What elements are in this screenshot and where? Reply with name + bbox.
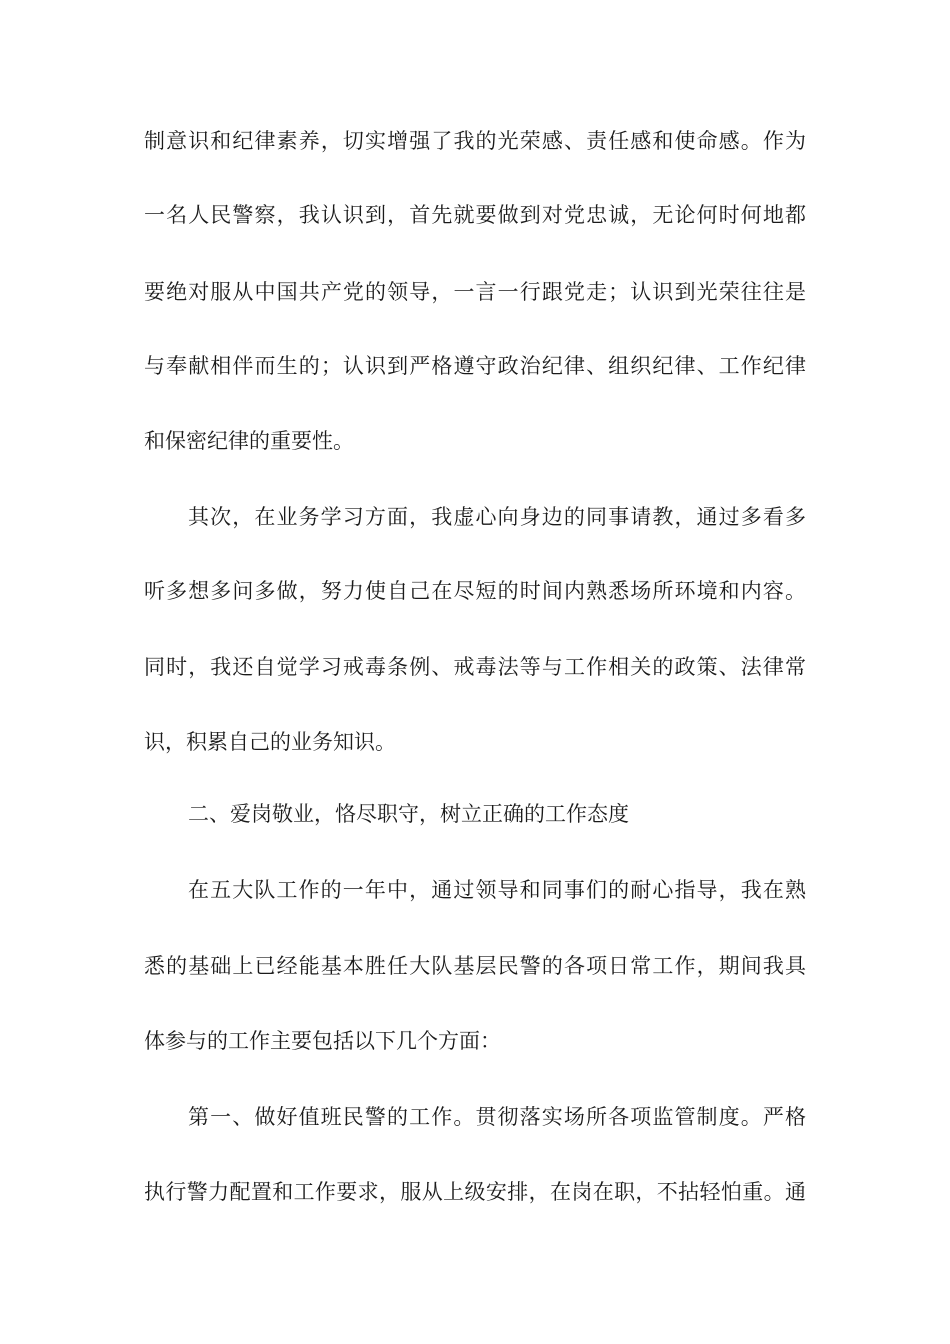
paragraph-line: 其次，在业务学习方面，我虚心向身边的同事请教，通过多看多 <box>188 505 806 529</box>
paragraph-line: 与奉献相伴而生的；认识到严格遵守政治纪律、组织纪律、工作纪律 <box>144 354 806 378</box>
paragraph-line: 体参与的工作主要包括以下几个方面： <box>144 1029 501 1053</box>
paragraph-line: 在五大队工作的一年中，通过领导和同事们的耐心指导，我在熟 <box>188 878 806 902</box>
paragraph-line: 第一、做好值班民警的工作。贯彻落实场所各项监管制度。严格 <box>188 1105 806 1129</box>
paragraph-line: 识，积累自己的业务知识。 <box>144 730 396 754</box>
paragraph-line: 一名人民警察，我认识到，首先就要做到对党忠诚，无论何时何地都 <box>144 203 806 227</box>
paragraph-line: 悉的基础上已经能基本胜任大队基层民警的各项日常工作，期间我具 <box>144 954 806 978</box>
paragraph-line: 同时，我还自觉学习戒毒条例、戒毒法等与工作相关的政策、法律常 <box>144 655 806 679</box>
paragraph-line: 听多想多问多做，努力使自己在尽短的时间内熟悉场所环境和内容。 <box>144 579 806 603</box>
section-heading: 二、爱岗敬业，恪尽职守，树立正确的工作态度 <box>188 802 629 826</box>
paragraph-line: 和保密纪律的重要性。 <box>144 429 354 453</box>
paragraph-line: 要绝对服从中国共产党的领导，一言一行跟党走；认识到光荣往往是 <box>144 280 806 304</box>
paragraph-line: 制意识和纪律素养，切实增强了我的光荣感、责任感和使命感。作为 <box>144 129 806 153</box>
paragraph-line: 执行警力配置和工作要求，服从上级安排，在岗在职，不拈轻怕重。通 <box>144 1180 806 1204</box>
